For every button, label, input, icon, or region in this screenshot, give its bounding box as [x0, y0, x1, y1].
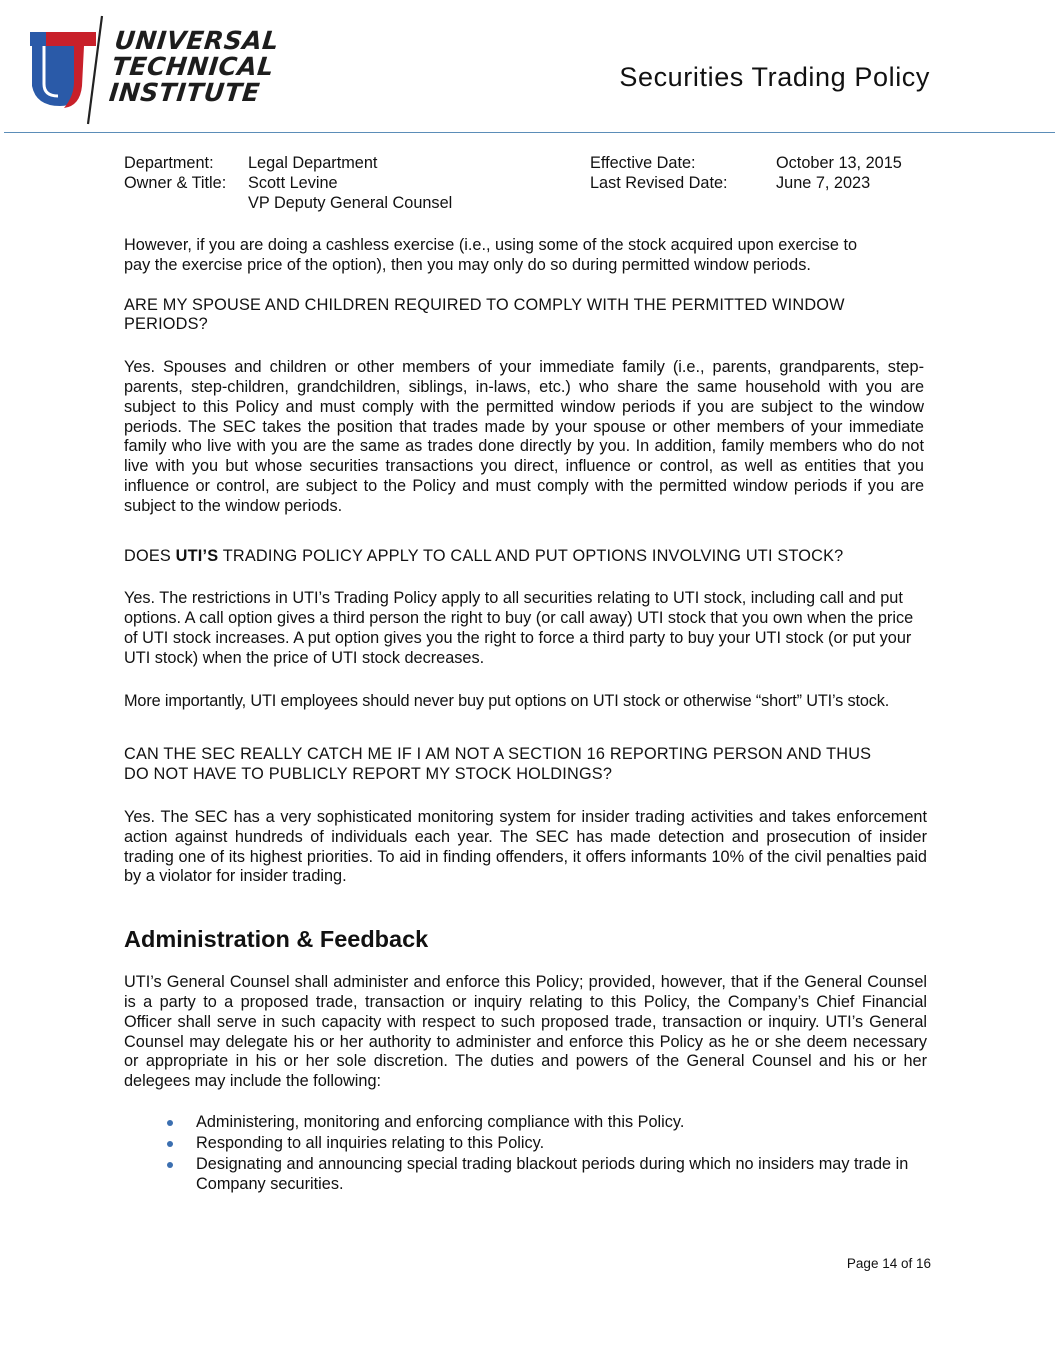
bullet-icon [167, 1120, 173, 1126]
list-item: Designating and announcing special trading blackout periods during which no insiders may trade in Company securities. [196, 1154, 936, 1194]
bullet-icon [167, 1141, 173, 1147]
owner-label: Owner & Title: [124, 174, 227, 192]
page-number: Page 14 of 16 [846, 1256, 931, 1271]
question-call-put-post: TRADING POLICY APPLY TO CALL AND PUT OPTIONS INVOLVING UTI STOCK? [218, 546, 844, 565]
list-item: Administering, monitoring and enforcing compliance with this Policy. [196, 1112, 936, 1133]
effective-date-value: October 13, 2015 [776, 154, 902, 172]
uti-logo-mark-icon [24, 10, 104, 128]
owner-name: Scott Levine [248, 174, 338, 192]
duties-list [124, 1112, 936, 1194]
question-call-put-bold: UTI’S [175, 546, 219, 565]
page-content [124, 154, 934, 1194]
answer-call-put-options: Yes. The restrictions in UTI’s Trading Policy apply to all securities relating to UTI stock, including call and put options. A call option gives a third person the right to buy (or call away) UTI stock that you own when the price of UTI stock increases. A put option gives you the right to force a third party to buy your UTI stock (or put your UTI stock) when the price of UTI stock decreases. [124, 589, 914, 667]
uti-logo [24, 10, 281, 128]
document-meta [124, 154, 934, 218]
paragraph-administration: UTI’s General Counsel shall administer and enforce this Policy; provided, however, that if the General Counsel is a party to a proposed trade, transaction or inquiry relating to this Policy, the Company’s Chief Financial Officer shall serve in such capacity with respect to such proposed trade, transaction or inquiry. UTI’s General Counsel may delegate his or her authority to administer and enforce this Policy as he or she deem necessary or appropriate in his or her sole discretion. The duties and powers of the General Counsel and his or her delegees may include the following: [124, 973, 927, 1091]
paragraph-cashless-exercise: However, if you are doing a cashless exercise (i.e., using some of the stock acquired upon exercise to pay the exercise price of the option), then you may only do so during permitted window periods. [124, 236, 858, 274]
page-header [0, 0, 1055, 134]
revised-date-label: Last Revised Date: [590, 174, 728, 192]
question-call-put-options [124, 547, 934, 567]
department-label: Department: [124, 154, 214, 172]
document-title: Securities Trading Policy [619, 62, 930, 92]
question-call-put-pre: DOES [124, 546, 176, 565]
owner-title: VP Deputy General Counsel [248, 194, 453, 212]
effective-date-label: Effective Date: [590, 154, 696, 172]
answer-spouse-children: Yes. Spouses and children or other members of your immediate family (i.e., parents, grandparents, step-parents, step-children, grandchildren, siblings, in-laws, etc.) who share the same household with you are subject to this Policy and must comply with the permitted window periods if you are subject to the window periods. The SEC takes the position that trades made by your spouse or other members of your immediate family who live with you are the same as trades done directly by you. In addition, family members who do not live with you but whose securities transactions you direct, influence or control, as well as entities that you influence or control, are subject to the Policy and must comply with the permitted window periods if you are subject to the window periods. [124, 358, 924, 515]
bullet-icon [167, 1162, 173, 1168]
question-sec-catch: CAN THE SEC REALLY CATCH ME IF I AM NOT A SECTION 16 REPORTING PERSON AND THUS DO NOT HAVE TO PUBLICLY REPORT MY STOCK HOLDINGS? [124, 745, 872, 784]
answer-short-stock: More importantly, UTI employees should never buy put options on UTI stock or otherwise “short” UTI’s stock. [124, 691, 890, 710]
list-item: Responding to all inquiries relating to this Policy. [196, 1133, 936, 1154]
answer-sec-catch: Yes. The SEC has a very sophisticated monitoring system for insider trading activities and takes enforcement action against hundreds of individuals each year. The SEC has made detection and prosecution of insider trading one of its highest priorities. To aid in finding offenders, it offers informants 10% of the civil penalties paid by a violator for insider trading. [124, 807, 927, 886]
question-spouse-children: ARE MY SPOUSE AND CHILDREN REQUIRED TO COMPLY WITH THE PERMITTED WINDOW PERIODS? [124, 295, 845, 334]
department-value: Legal Department [248, 154, 378, 172]
logo-wordmark: UNIVERSAL TECHNICAL INSTITUTE [107, 26, 281, 107]
header-divider [4, 132, 1055, 133]
section-heading-administration: Administration & Feedback [124, 926, 429, 953]
revised-date-value: June 7, 2023 [776, 174, 871, 192]
